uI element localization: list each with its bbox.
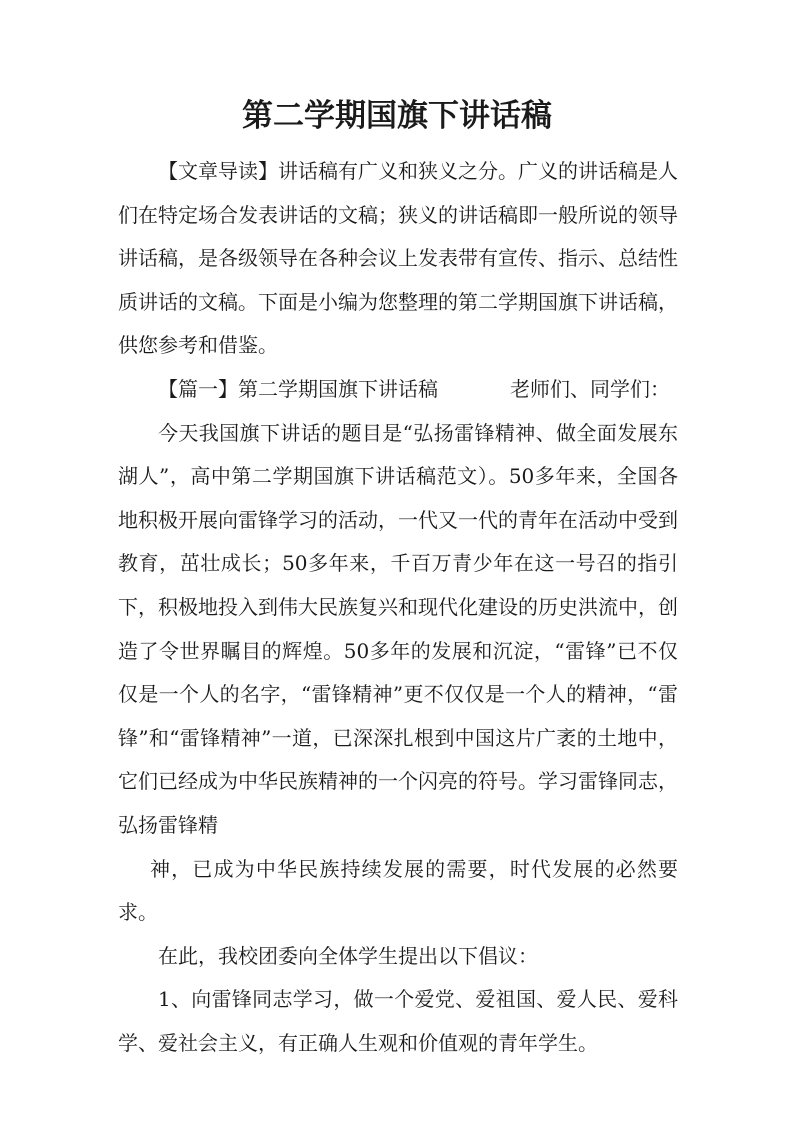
body-paragraph-4: 1、向雷锋同志学习，做一个爱党、爱祖国、爱人民、爱科学、爱社会主义，有正确人生观和价值观的青年学生。 [118, 987, 678, 1055]
document-body [118, 150, 678, 1065]
page-title: 第二学期国旗下讲话稿 [242, 98, 552, 134]
section-heading: 【篇一】第二学期国旗下讲话稿 [158, 376, 438, 401]
section-heading-line [118, 368, 678, 412]
body-paragraph-3: 在此，我校团委向全体学生提出以下倡议： [158, 943, 538, 968]
body-paragraph-2: 神，已成为中华民族持续发展的需要，时代发展的必然要求。 [118, 856, 678, 925]
intro-paragraph: 【文章导读】讲话稿有广义和狭义之分。广义的讲话稿是人们在特定场合发表讲话的文稿；狭义的讲话稿即一般所说的领导讲话稿，是各级领导在各种会议上发表带有宣传、指示、总结性质讲话的文稿。下面是小编为您整理的第二学期国旗下讲话稿，供您参考和借鉴。 [118, 159, 678, 358]
body-paragraph-1: 今天我国旗下讲话的题目是“弘扬雷锋精神、做全面发展东湖人”，高中第二学期国旗下讲话稿范文）。50多年来，全国各地积极开展向雷锋学习的活动，一代又一代的青年在活动中受到教育，茁壮成长；50多年来，千百万青少年在这一号召的指引下，积极地投入到伟大民族复兴和现代化建设的历史洪流中，创造了令世界瞩目的辉煌。50多年的发展和沉淀，“雷锋”已不仅仅是一个人的名字，“雷锋精神”更不仅仅是一个人的精神，“雷锋”和“雷锋精神”一道，已深深扎根到中国这片广袤的土地中，它们已经成为中华民族精神的一个闪亮的符号。学习雷锋同志，弘扬雷锋精 [118, 420, 678, 837]
salutation: 老师们、同学们： [510, 376, 670, 401]
